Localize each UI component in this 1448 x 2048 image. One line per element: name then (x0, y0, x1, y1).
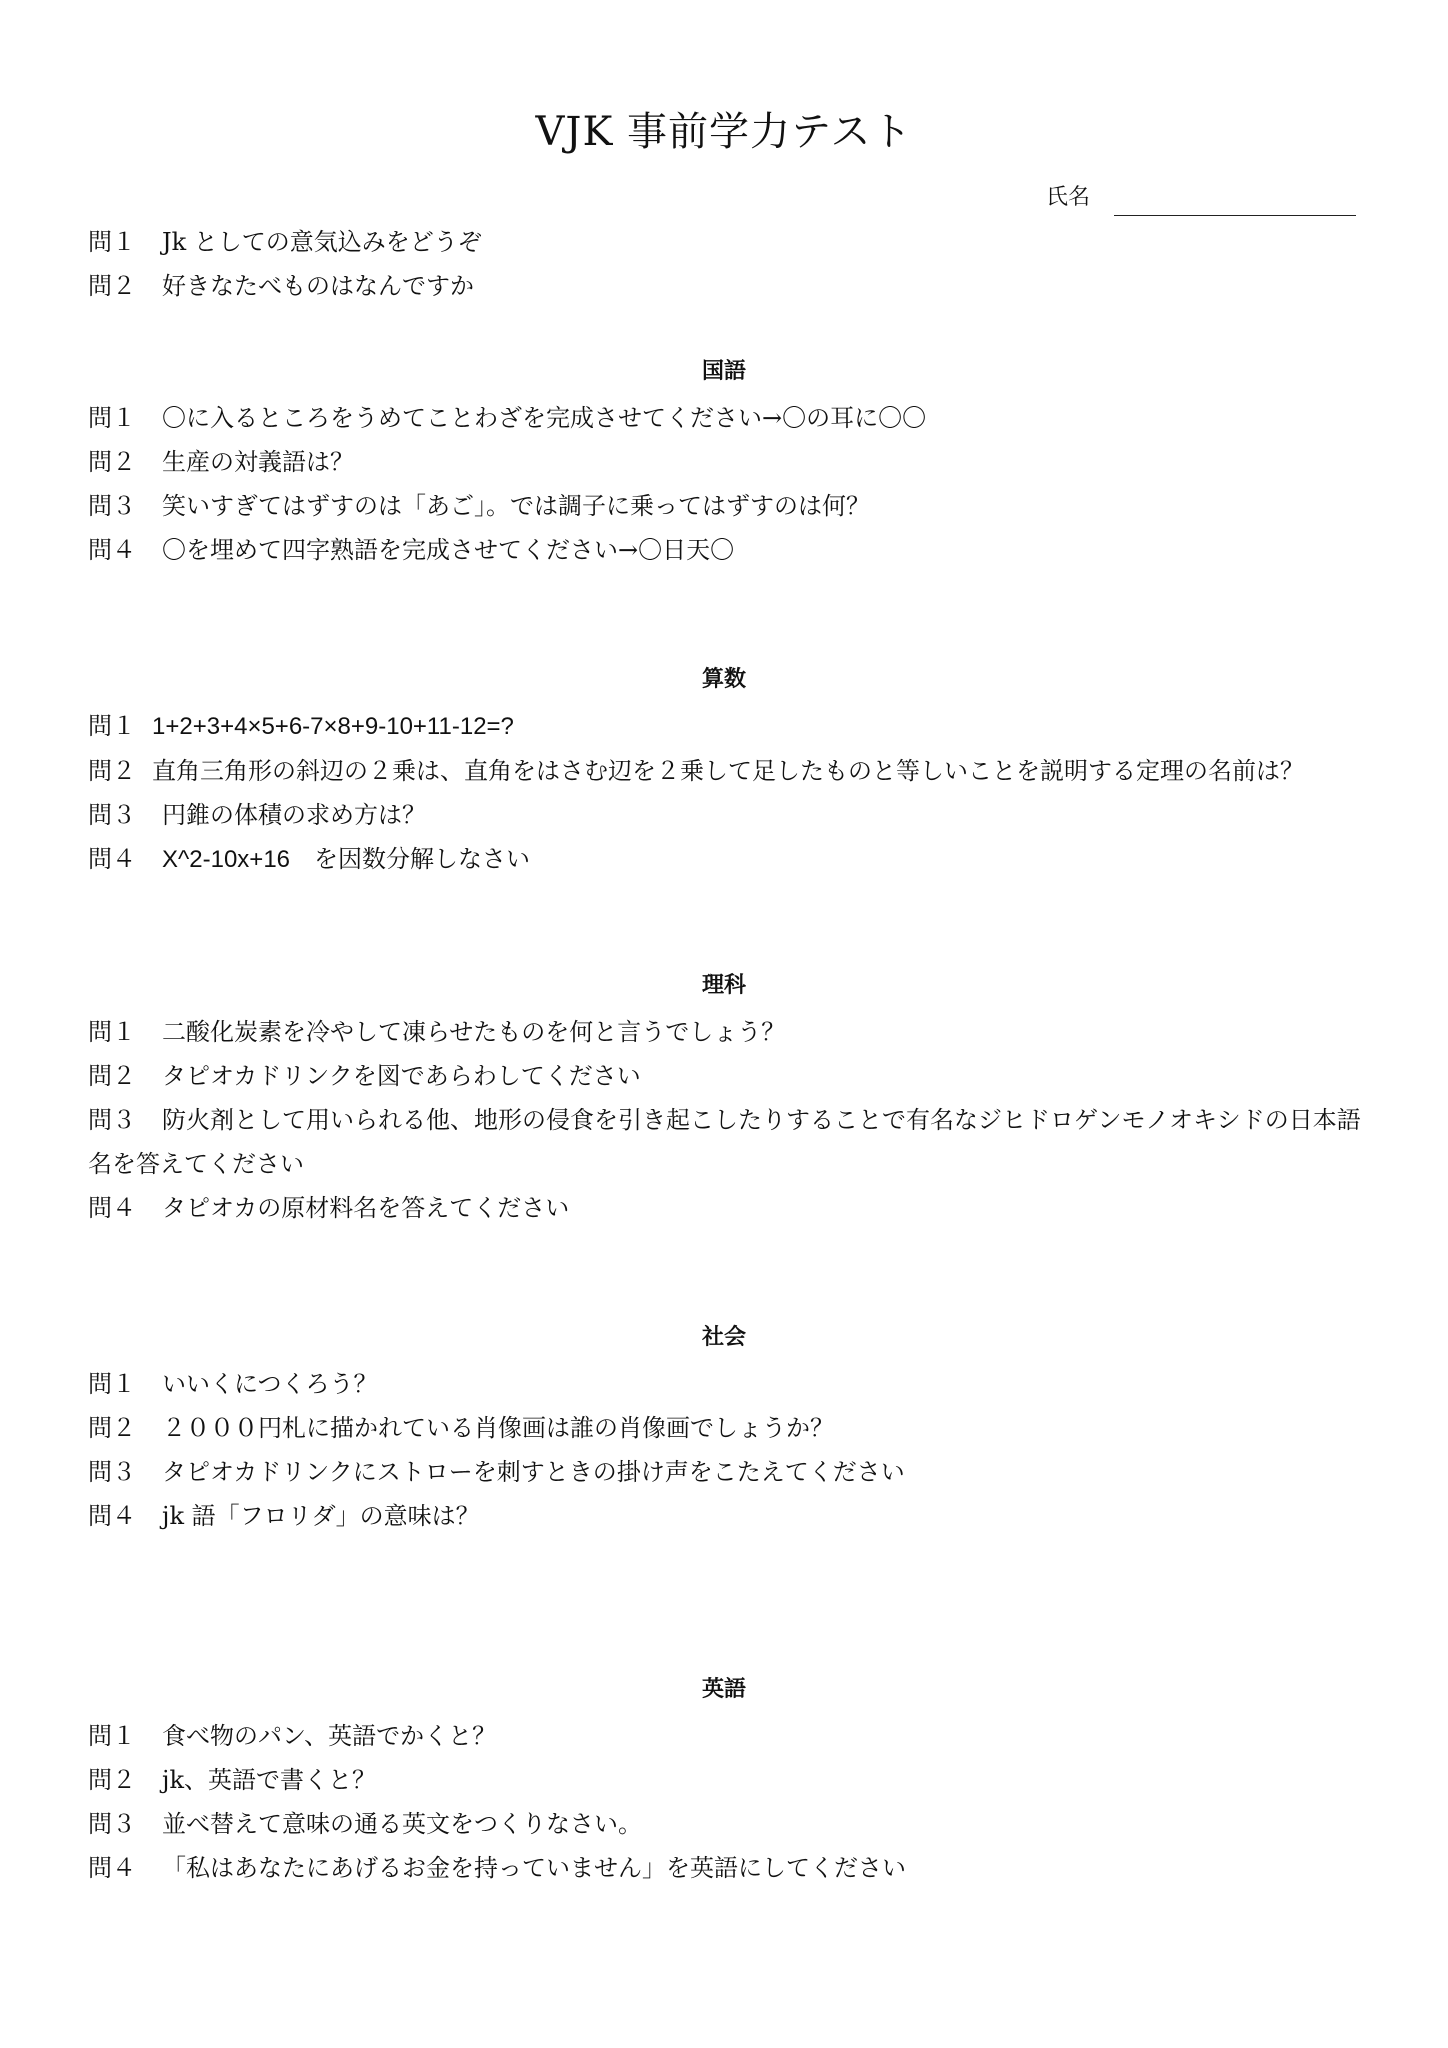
question-number: 問３ (88, 1106, 136, 1134)
question-item (88, 1406, 1368, 1450)
page-title: VJK 事前学力テスト (535, 109, 913, 155)
question-number: 問３ (88, 801, 136, 829)
section-shakai (88, 1362, 1368, 1538)
question-number: 問１ (88, 1370, 136, 1398)
question-text: jk、英語で書くと？ (162, 1766, 376, 1794)
question-item (88, 484, 1368, 528)
question-item (88, 528, 1368, 572)
question-number: 問４ (88, 1502, 136, 1530)
question-item (88, 1054, 1368, 1098)
question-item (88, 1758, 1368, 1802)
section-sansu (88, 704, 1368, 882)
question-item (88, 1494, 1368, 1538)
section-kokugo (88, 396, 1368, 572)
question-number: 問１ (88, 228, 136, 256)
question-text: ２０００円札に描かれている肖像画は誰の肖像画でしょうか？ (162, 1414, 834, 1442)
question-item (88, 220, 1368, 264)
question-number: 問２ (88, 272, 136, 300)
name-field (1046, 180, 1356, 216)
intro-questions (88, 220, 1368, 308)
name-label: 氏名 (1046, 185, 1091, 210)
question-text: 好きなたべものはなんですか (162, 272, 474, 300)
question-item (88, 749, 1368, 793)
question-item (88, 1186, 1368, 1230)
question-text: 1+2+3+4×5+6-7×8+9-10+11-12=? (152, 713, 514, 740)
question-text: 生産の対義語は？ (162, 448, 354, 476)
question-item (88, 1846, 1368, 1890)
question-number: 問１ (88, 1722, 136, 1750)
question-number: 問２ (88, 1414, 136, 1442)
question-number: 問３ (88, 1810, 136, 1838)
question-item (88, 440, 1368, 484)
question-item (88, 1714, 1368, 1758)
question-text: タピオカの原材料名を答えてください (162, 1194, 570, 1222)
question-number: 問２ (88, 757, 136, 785)
question-number: 問３ (88, 1458, 136, 1486)
name-underline (1114, 189, 1356, 216)
question-text: 並べ替えて意味の通る英文をつくりなさい。 (162, 1810, 642, 1838)
question-text: 〇を埋めて四字熟語を完成させてください→〇日天〇 (162, 536, 735, 564)
question-number: 問４ (88, 1854, 136, 1882)
section-heading-shakai: 社会 (701, 1325, 746, 1350)
section-heading-rika: 理科 (701, 973, 746, 998)
question-text: Jk としての意気込みをどうぞ (162, 228, 482, 256)
question-text: X^2-10x+16 を因数分解しなさい (162, 846, 531, 873)
question-number: 問２ (88, 1062, 136, 1090)
section-heading-eigo: 英語 (701, 1677, 746, 1702)
section-heading-sansu: 算数 (701, 667, 746, 692)
question-number: 問１ (88, 712, 136, 740)
question-text: タピオカドリンクを図であらわしてください (162, 1062, 641, 1090)
question-number: 問３ (88, 492, 136, 520)
question-item (88, 1098, 1368, 1186)
section-rika (88, 1010, 1368, 1230)
question-number: 問２ (88, 448, 136, 476)
question-text: 〇に入るところをうめてことわざを完成させてください→〇の耳に〇〇 (162, 404, 927, 432)
question-text: jk 語「フロリダ」の意味は？ (162, 1502, 480, 1530)
question-text: 二酸化炭素を冷やして凍らせたものを何と言うでしょう？ (162, 1018, 786, 1046)
question-number: 問１ (88, 1018, 136, 1046)
question-item (88, 264, 1368, 308)
question-text: 食べ物のパン、英語でかくと？ (162, 1722, 497, 1750)
question-number: 問４ (88, 1194, 136, 1222)
question-number: 問４ (88, 536, 136, 564)
question-text: いいくにつくろう？ (162, 1370, 378, 1398)
question-item (88, 1450, 1368, 1494)
question-text: タピオカドリンクにストローを刺すときの掛け声をこたえてください (162, 1458, 905, 1486)
question-item (88, 704, 1368, 749)
question-item (88, 1802, 1368, 1846)
question-text: 「私はあなたにあげるお金を持っていません」を英語にしてください (162, 1854, 906, 1882)
question-text: 笑いすぎてはずすのは「あご」。では調子に乗ってはずすのは何？ (162, 492, 870, 520)
question-item (88, 1362, 1368, 1406)
question-text: 円錐の体積の求め方は？ (162, 801, 426, 829)
question-text: 直角三角形の斜辺の２乗は、直角をはさむ辺を２乗して足したものと等しいことを説明する定理の名前は？ (152, 757, 1304, 785)
section-heading-kokugo: 国語 (701, 359, 746, 384)
question-number: 問１ (88, 404, 136, 432)
section-eigo (88, 1714, 1368, 1890)
question-item (88, 837, 1368, 882)
question-text: 防火剤として用いられる他、地形の侵食を引き起こしたりすることで有名なジヒドロゲンモノオキシドの日本語名を答えてください (88, 1106, 1361, 1178)
question-number: 問２ (88, 1766, 136, 1794)
question-item (88, 1010, 1368, 1054)
question-number: 問４ (88, 845, 136, 873)
question-item (88, 793, 1368, 837)
question-item (88, 396, 1368, 440)
